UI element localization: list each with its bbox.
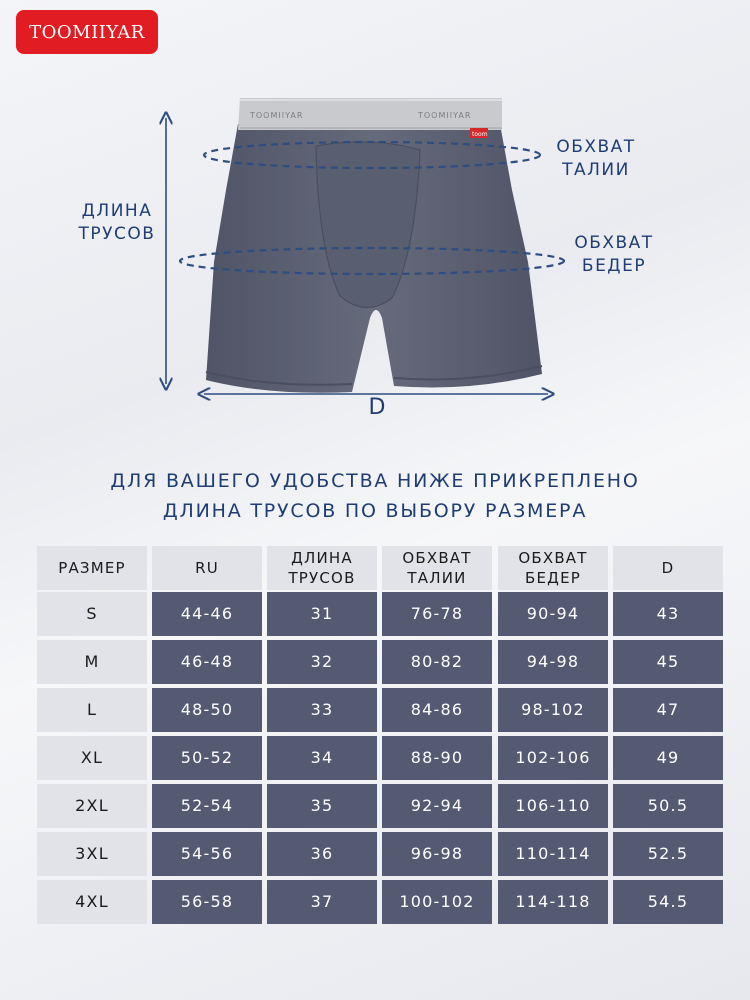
header-text	[195, 558, 219, 578]
cell-ru: 50-52	[152, 736, 262, 780]
d-label: D	[368, 395, 386, 420]
cell-size: 3XL	[37, 832, 147, 876]
hip-label-line2: БЕДЕР	[581, 256, 647, 276]
cell-length: 34	[267, 736, 377, 780]
header-line1: ОБХВАТ	[518, 549, 588, 567]
waist-label-line1: ОБХВАТ	[556, 137, 636, 157]
cell-length: 32	[267, 640, 377, 684]
cell-hip: 110-114	[498, 832, 608, 876]
header-d	[613, 546, 723, 590]
red-tag-text: toom	[472, 131, 488, 138]
header-size	[37, 546, 147, 590]
cell-d: 49	[613, 736, 723, 780]
cell-waist: 84-86	[382, 688, 492, 732]
header-line2: БЕДЕР	[524, 569, 581, 587]
header-line1: D	[661, 559, 675, 577]
cell-size: 2XL	[37, 784, 147, 828]
cell-size: M	[37, 640, 147, 684]
cell-ru: 54-56	[152, 832, 262, 876]
cell-waist: 88-90	[382, 736, 492, 780]
cell-length: 36	[267, 832, 377, 876]
cell-size: S	[37, 592, 147, 636]
length-label-line2: ТРУСОВ	[78, 224, 156, 244]
cell-ru: 52-54	[152, 784, 262, 828]
cell-length: 37	[267, 880, 377, 924]
header-hip	[498, 546, 608, 590]
cell-waist: 96-98	[382, 832, 492, 876]
cell-d: 45	[613, 640, 723, 684]
cell-hip: 90-94	[498, 592, 608, 636]
header-text	[662, 558, 675, 578]
waistband-brand-left: TOOMIIYAR	[250, 111, 304, 120]
header-line2: ТРУСОВ	[288, 569, 356, 587]
waist-label-line2: ТАЛИИ	[562, 160, 630, 180]
headline-line1: ДЛЯ ВАШЕГО УДОБСТВА НИЖЕ ПРИКРЕПЛЕНО	[110, 470, 640, 492]
hip-label-line1: ОБХВАТ	[574, 233, 654, 253]
cell-d: 54.5	[613, 880, 723, 924]
header-line1: РАЗМЕР	[58, 559, 126, 577]
cell-size: L	[37, 688, 147, 732]
cell-size: 4XL	[37, 880, 147, 924]
header-text	[518, 548, 587, 588]
header-line1: ОБХВАТ	[402, 549, 472, 567]
header-line1: RU	[195, 559, 219, 577]
length-label-line1: ДЛИНА	[81, 201, 153, 221]
cell-ru: 44-46	[152, 592, 262, 636]
header-line2: ТАЛИИ	[407, 569, 467, 587]
header-waist	[382, 546, 492, 590]
cell-ru: 56-58	[152, 880, 262, 924]
header-text	[288, 548, 355, 588]
brand-logo: TOOMIIYAR	[16, 10, 158, 54]
cell-d: 47	[613, 688, 723, 732]
headline-line2: ДЛИНА ТРУСОВ ПО ВЫБОРУ РАЗМЕРА	[162, 500, 588, 522]
header-line1: ДЛИНА	[291, 549, 353, 567]
waistband-brand-right: TOOMIIYAR	[418, 111, 472, 120]
header-text	[402, 548, 471, 588]
cell-length: 33	[267, 688, 377, 732]
cell-waist: 76-78	[382, 592, 492, 636]
header-text	[58, 558, 126, 578]
cell-length: 31	[267, 592, 377, 636]
cell-ru: 48-50	[152, 688, 262, 732]
cell-waist: 80-82	[382, 640, 492, 684]
cell-hip: 98-102	[498, 688, 608, 732]
cell-hip: 114-118	[498, 880, 608, 924]
cell-hip: 94-98	[498, 640, 608, 684]
cell-waist: 92-94	[382, 784, 492, 828]
cell-hip: 106-110	[498, 784, 608, 828]
cell-d: 50.5	[613, 784, 723, 828]
cell-hip: 102-106	[498, 736, 608, 780]
cell-length: 35	[267, 784, 377, 828]
header-ru	[152, 546, 262, 590]
cell-size: XL	[37, 736, 147, 780]
header-length	[267, 546, 377, 590]
cell-waist: 100-102	[382, 880, 492, 924]
cell-ru: 46-48	[152, 640, 262, 684]
cell-d: 43	[613, 592, 723, 636]
cell-d: 52.5	[613, 832, 723, 876]
